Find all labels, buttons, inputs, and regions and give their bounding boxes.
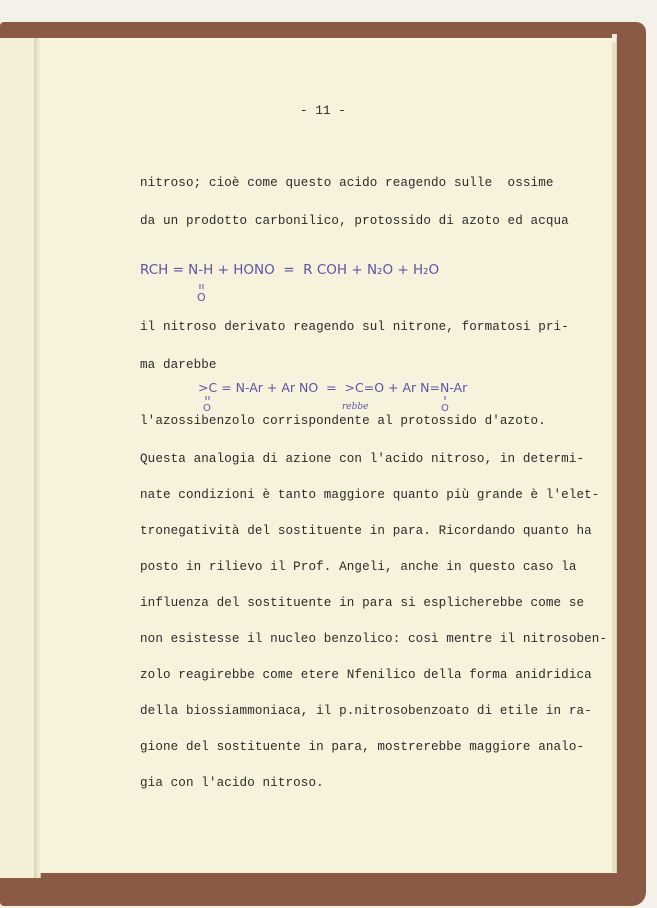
text-line-14: gione del sostituente in para, mostrerebbe maggiore analo- [140,740,585,754]
nitrone-oxygen-mark [202,396,216,414]
text-line-13: della biossiammoniaca, il p.nitrosobenzoato di etile in ra- [140,704,592,718]
document-page [40,38,616,873]
text-line-1: nitroso; cioè come questo acido reagendo sulle ossime [140,176,554,190]
svg-text:O: O [203,403,211,414]
page-number: - 11 - [300,104,346,118]
text-line-4: ma darebbe [140,358,217,372]
svg-text:O: O [197,291,206,304]
text-line-12: zolo reagirebbe come etere Nfenilico della forma anidridica [140,668,592,682]
azoxy-oxygen-mark [440,396,454,414]
svg-text:O: O [441,403,449,414]
text-line-8: tronegatività del sostituente in para. Ricordando quanto ha [140,524,592,538]
text-line-6: Questa analogia di azione con l'acido nitroso, in determi- [140,452,585,466]
handwritten-equation-2: >C = N-Ar + Ar NO = >C=O + Ar N=N-Ar [198,380,468,395]
handwritten-margin-note: rebbe [342,402,369,412]
text-line-2: da un prodotto carbonilico, protossido di azoto ed acqua [140,214,569,228]
text-line-11: non esistesse il nucleo benzolico: così mentre il nitrosoben- [140,632,608,646]
text-line-9: posto in rilievo il Prof. Angeli, anche in questo caso la [140,560,577,574]
handwritten-equation-1: RCH = N-H + HONO = R COH + N₂O + H₂O [140,262,440,278]
page-edge [612,42,616,872]
text-line-3: il nitroso derivato reagendo sul nitrone, formatosi pri- [140,320,569,334]
text-line-10: influenza del sostituente in para si esplicherebbe come se [140,596,585,610]
text-line-7: nate condizioni è tanto maggiore quanto più grande è l'elet- [140,488,600,502]
oxime-oxygen-mark [196,284,210,304]
text-line-5: l'azossibenzolo corrispondente al protossido d'azoto. [140,414,546,428]
text-line-15: gia con l'acido nitroso. [140,776,324,790]
